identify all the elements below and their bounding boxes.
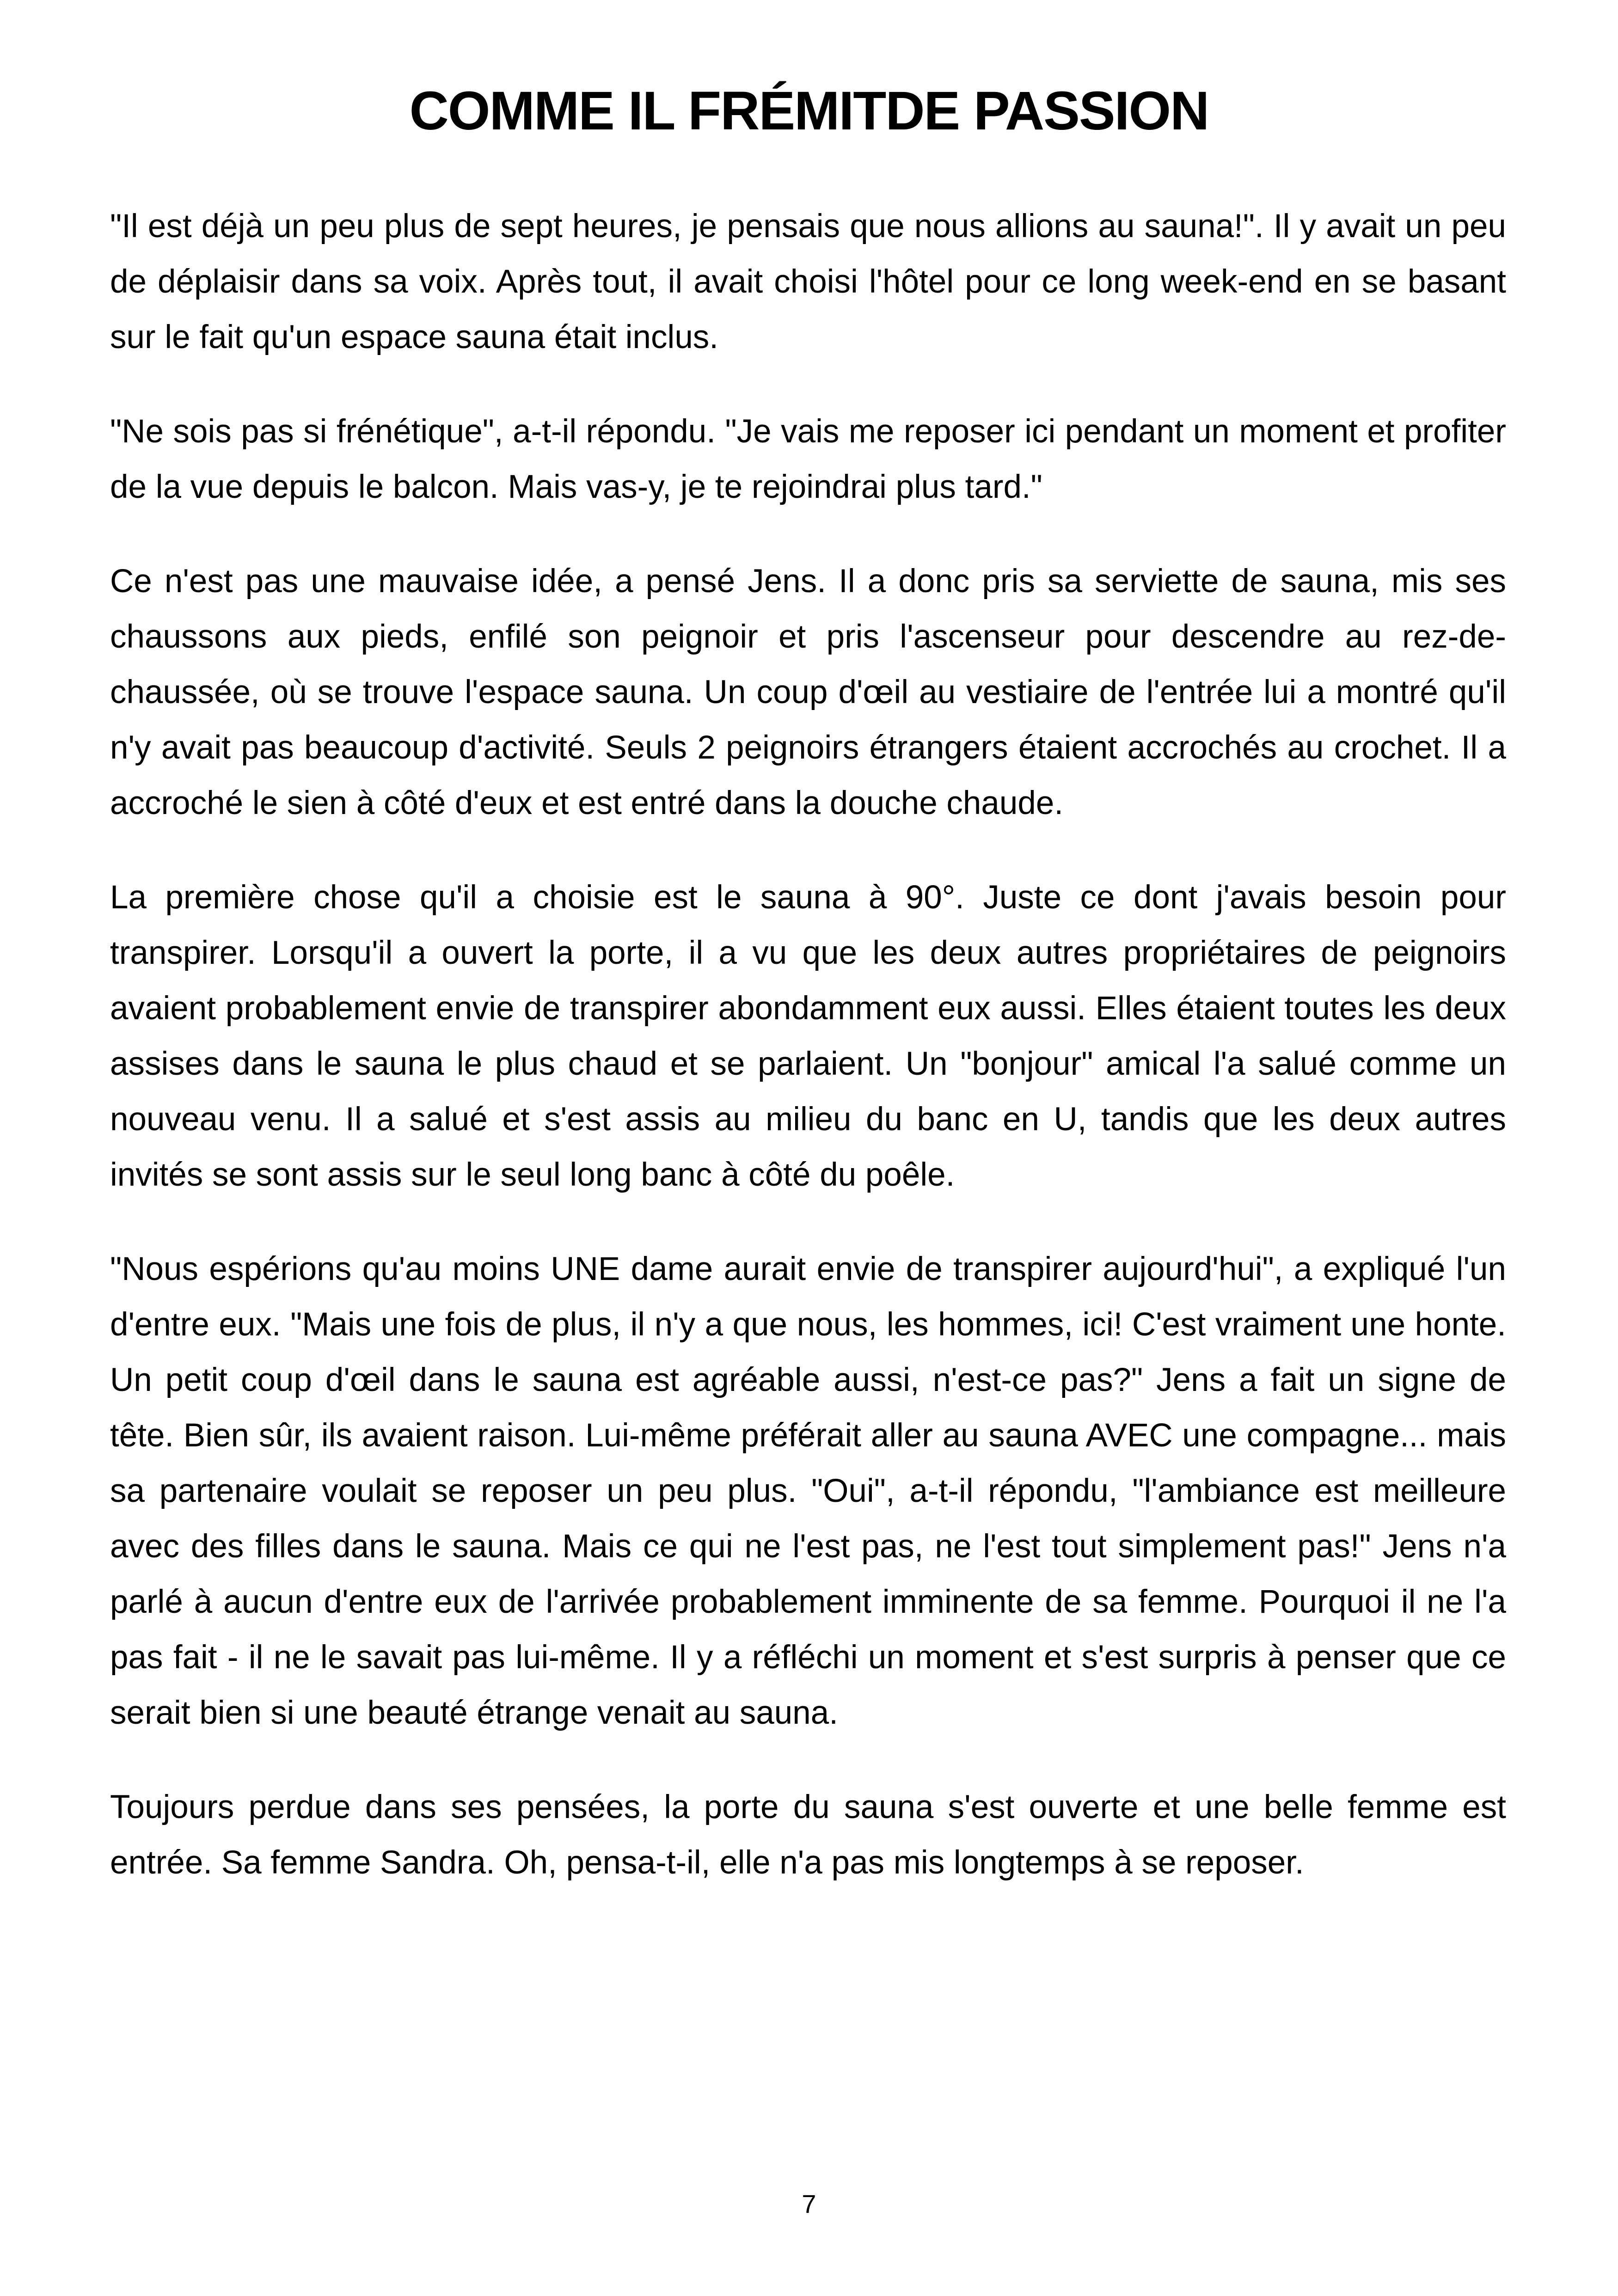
paragraph: Toujours perdue dans ses pensées, la porte du sauna s'est ouverte et une belle femme est entrée. Sa femme Sandra. Oh, pensa-t-il, elle n'a pas mis longtemps à se reposer.	[110, 1789, 1506, 1881]
paragraph: "Ne sois pas si frénétique", a-t-il répondu. "Je vais me reposer ici pendant un moment et profiter de la vue depuis le balcon. Mais vas-y, je te rejoindrai plus tard."	[110, 413, 1506, 505]
paragraph: Ce n'est pas une mauvaise idée, a pensé Jens. Il a donc pris sa serviette de sauna, mis ses chaussons aux pieds, enfilé son peignoir et pris l'ascenseur pour descendre au rez-de-chaussée, où se trouve l'espace sauna. Un coup d'œil au vestiaire de l'entrée lui a montré qu'il n'y avait pas beaucoup d'activité. Seuls 2 peignoirs étrangers étaient accrochés au crochet. Il a accroché le sien à côté d'eux et est entré dans la douche chaude.	[110, 563, 1506, 821]
paragraph: "Nous espérions qu'au moins UNE dame aurait envie de transpirer aujourd'hui", a expliqué l'un d'entre eux. "Mais une fois de plus, il n'y a que nous, les hommes, ici! C'est vraiment une honte. Un petit coup d'œil dans le sauna est agréable aussi, n'est-ce pas?" Jens a fait un signe de tête. Bien sûr, ils avaient raison. Lui-même préférait aller au sauna AVEC une compagne... mais sa partenaire voulait se reposer un peu plus. "Oui", a-t-il répondu, "l'ambiance est meilleure avec des filles dans le sauna. Mais ce qui ne l'est pas, ne l'est tout simplement pas!" Jens n'a parlé à aucun d'entre eux de l'arrivée probablement imminente de sa femme. Pourquoi il ne l'a pas fait - il ne le savait pas lui-même. Il y a réfléchi un moment et s'est surpris à penser que ce serait bien si une beauté étrange venait au sauna.	[110, 1251, 1506, 1731]
chapter-title: COMME IL FRÉMITDE PASSION	[409, 80, 1209, 141]
page-number: 7	[802, 2189, 816, 2218]
paragraph: "Il est déjà un peu plus de sept heures, je pensais que nous allions au sauna!". Il y avait un peu de déplaisir dans sa voix. Après tout, il avait choisi l'hôtel pour ce long week-end en se basant sur le fait qu'un espace sauna était inclus.	[110, 208, 1506, 355]
paragraph: La première chose qu'il a choisie est le sauna à 90°. Juste ce dont j'avais besoin pour transpirer. Lorsqu'il a ouvert la porte, il a vu que les deux autres propriétaires de peignoirs avaient probablement envie de transpirer abondamment eux aussi. Elles étaient toutes les deux assises dans le sauna le plus chaud et se parlaient. Un "bonjour" amical l'a salué comme un nouveau venu. Il a salué et s'est assis au milieu du banc en U, tandis que les deux autres invités se sont assis sur le seul long banc à côté du poêle.	[110, 879, 1506, 1193]
body-text	[110, 199, 1506, 1929]
